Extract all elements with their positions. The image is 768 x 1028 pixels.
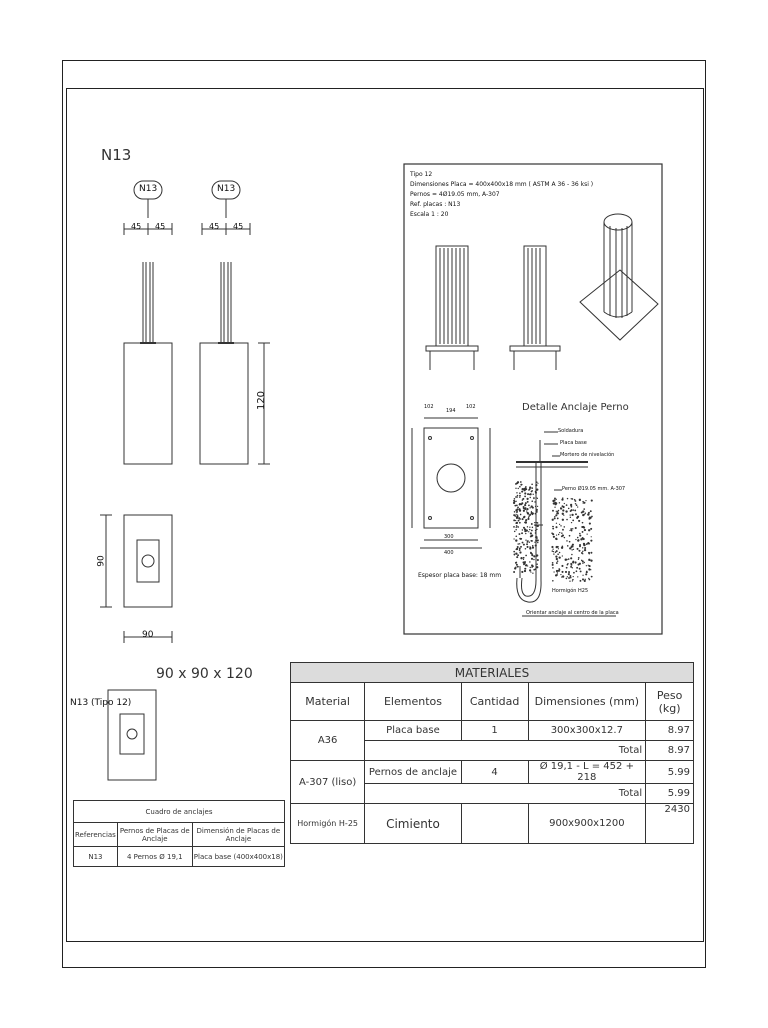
- dim-45-b: 45: [155, 222, 166, 231]
- detail-note-4: Escala 1 : 20: [410, 211, 449, 218]
- detail-note-1: Dimensiones Placa = 400x400x18 mm ( ASTM A 36 - 36 ksi ): [410, 181, 594, 188]
- dim-45-c: 45: [209, 222, 220, 231]
- anchor-row-pernos: 4 Pernos Ø 19,1: [117, 847, 192, 867]
- row-a36-total-label: Total: [365, 741, 646, 761]
- row-a36-dimensiones: 300x300x12.7: [528, 721, 646, 741]
- hdr-peso: Peso (kg): [646, 683, 694, 721]
- hdr-elementos: Elementos: [365, 683, 461, 721]
- row-hormigon-peso: 2430: [646, 804, 694, 844]
- row-a307-cantidad: 4: [461, 761, 528, 784]
- row-hormigon-dimensiones: 900x900x1200: [528, 804, 646, 844]
- detail-title: Detalle Anclaje Perno: [522, 402, 629, 413]
- bubble-label-1: N13: [139, 184, 158, 194]
- row-a36-material: A36: [291, 721, 365, 761]
- row-hormigon-material: Hormigón H-25: [291, 804, 365, 844]
- anchor-row-ref: N13: [74, 847, 118, 867]
- anchor-row-dim: Placa base (400x400x18): [192, 847, 284, 867]
- materials-table: [290, 662, 694, 844]
- row-a307-elemento: Pernos de anclaje: [365, 761, 461, 784]
- row-a307-total: 5.99: [646, 784, 694, 804]
- row-hormigon-elemento: Cimiento: [365, 804, 461, 844]
- anchor-hdr-pernos: Pernos de Placas de Anclaje: [117, 823, 192, 847]
- label-mortero: Mortero de nivelación: [560, 452, 615, 458]
- row-hormigon-cantidad: [461, 804, 528, 844]
- plate-dim-194: 194: [446, 408, 456, 414]
- dim-90-vertical: 90: [96, 555, 107, 567]
- label-perno: Perno Ø19.05 mm. A-307: [562, 486, 626, 492]
- row-a307-material: A-307 (liso): [291, 761, 365, 804]
- pedestal-size-label: 90 x 90 x 120: [156, 666, 253, 682]
- pedestal-title: N13: [101, 146, 132, 164]
- hdr-cantidad: Cantidad: [461, 683, 528, 721]
- row-a307-peso: 5.99: [646, 761, 694, 784]
- anchor-table: [73, 800, 285, 867]
- row-a307-total-label: Total: [365, 784, 646, 804]
- anchor-hdr-dim: Dimensión de Placas de Anclaje: [192, 823, 284, 847]
- row-a307-dimensiones: Ø 19,1 - L = 452 + 218: [528, 761, 646, 784]
- dim-120: 120: [256, 390, 268, 411]
- row-a36-elemento: Placa base: [365, 721, 461, 741]
- hdr-material: Material: [291, 683, 365, 721]
- bubble-label-2: N13: [217, 184, 236, 194]
- plate-dim-400: 400: [444, 550, 454, 556]
- anchor-table-title: Cuadro de anclajes: [74, 801, 285, 823]
- plate-dim-102b: 102: [466, 404, 476, 410]
- plate-dim-300: 300: [444, 534, 454, 540]
- label-soldadura: Soldadura: [558, 428, 584, 434]
- plate-dim-102a: 102: [424, 404, 434, 410]
- materials-title: MATERIALES: [291, 663, 694, 683]
- detail-notes: [410, 170, 593, 220]
- hdr-dimensiones: Dimensiones (mm): [528, 683, 646, 721]
- detail-note-0: Tipo 12: [410, 171, 433, 178]
- dim-45-a: 45: [131, 222, 142, 231]
- label-placa-base: Placa base: [560, 440, 587, 446]
- dim-90-horizontal: 90: [142, 630, 154, 640]
- plan-label: N13 (Tipo 12): [70, 698, 132, 708]
- anchor-hdr-ref: Referencias: [74, 823, 118, 847]
- plate-thickness: Espesor placa base: 18 mm: [418, 572, 502, 579]
- label-orientar: Orientar anclaje al centro de la placa: [526, 610, 619, 616]
- row-a36-peso: 8.97: [646, 721, 694, 741]
- detail-note-2: Pernos = 4Ø19.05 mm, A-307: [410, 191, 500, 198]
- label-hormigon: Hormigón H25: [552, 588, 589, 594]
- row-a36-total: 8.97: [646, 741, 694, 761]
- detail-note-3: Ref. placas : N13: [410, 201, 461, 208]
- dim-45-d: 45: [233, 222, 244, 231]
- row-a36-cantidad: 1: [461, 721, 528, 741]
